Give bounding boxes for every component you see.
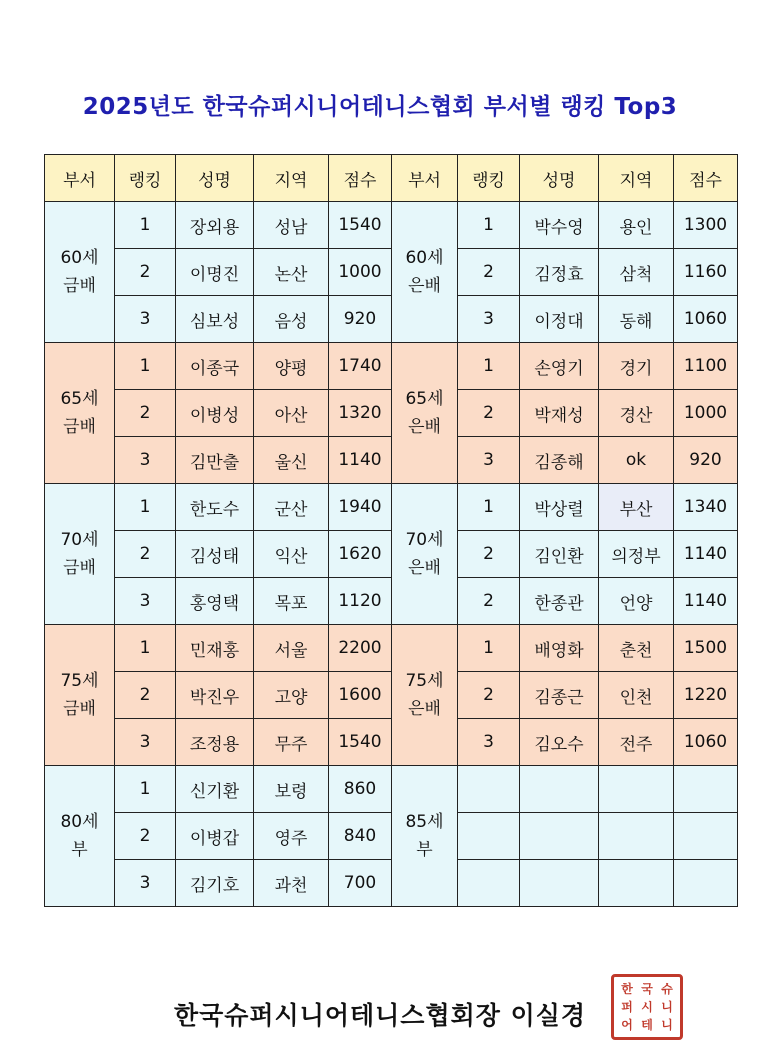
score-cell (674, 813, 738, 860)
score-cell: 1600 (329, 672, 392, 719)
rank-cell: 1 (115, 202, 176, 249)
score-cell (674, 766, 738, 813)
region-cell: 삼척 (599, 249, 674, 296)
rank-cell: 1 (458, 484, 520, 531)
region-cell: 동해 (599, 296, 674, 343)
division-label: 85세 (405, 812, 444, 832)
header-cell: 성명 (520, 155, 599, 202)
rank-cell: 3 (115, 860, 176, 907)
seal-char: 테 (641, 1018, 653, 1032)
score-cell: 1500 (674, 625, 738, 672)
region-cell: 군산 (254, 484, 329, 531)
rank-cell: 3 (115, 719, 176, 766)
header-cell: 점수 (674, 155, 738, 202)
name-cell: 이병갑 (176, 813, 254, 860)
rank-cell: 3 (458, 437, 520, 484)
rank-cell: 3 (458, 719, 520, 766)
region-cell (599, 766, 674, 813)
name-cell: 신기환 (176, 766, 254, 813)
rank-cell: 1 (115, 484, 176, 531)
score-cell: 1060 (674, 719, 738, 766)
score-cell: 840 (329, 813, 392, 860)
region-cell: 영주 (254, 813, 329, 860)
table-row (45, 249, 738, 296)
header-cell: 지역 (599, 155, 674, 202)
division-label: 은배 (408, 699, 441, 719)
header-cell: 성명 (176, 155, 254, 202)
rank-cell: 3 (115, 437, 176, 484)
header-cell: 부서 (392, 155, 458, 202)
table-row (45, 531, 738, 578)
region-cell: 아산 (254, 390, 329, 437)
division-label: 65세 (60, 389, 99, 409)
score-cell: 1220 (674, 672, 738, 719)
score-cell: 1620 (329, 531, 392, 578)
region-cell: 용인 (599, 202, 674, 249)
region-cell: 보령 (254, 766, 329, 813)
division-label: 금배 (63, 699, 96, 719)
rank-cell: 1 (115, 625, 176, 672)
name-cell: 배영화 (520, 625, 599, 672)
rank-cell: 1 (115, 343, 176, 390)
header-row (45, 155, 738, 202)
division-label: 80세 (60, 812, 99, 832)
table-row (45, 672, 738, 719)
score-cell: 1140 (674, 578, 738, 625)
name-cell: 박수영 (520, 202, 599, 249)
score-cell: 1540 (329, 202, 392, 249)
name-cell: 김성태 (176, 531, 254, 578)
header-cell: 점수 (329, 155, 392, 202)
score-cell: 1540 (329, 719, 392, 766)
name-cell: 김종근 (520, 672, 599, 719)
score-cell: 1000 (674, 390, 738, 437)
header-cell: 부서 (45, 155, 115, 202)
score-cell: 1060 (674, 296, 738, 343)
name-cell: 이정대 (520, 296, 599, 343)
region-cell: 전주 (599, 719, 674, 766)
name-cell: 박진우 (176, 672, 254, 719)
rank-cell: 3 (115, 296, 176, 343)
name-cell: 심보성 (176, 296, 254, 343)
table-row (45, 343, 738, 390)
page-title: 2025년도 한국슈퍼시니어테니스협회 부서별 랭킹 Top3 (82, 94, 678, 120)
score-cell: 920 (329, 296, 392, 343)
rank-cell: 2 (458, 249, 520, 296)
table-row (45, 860, 738, 907)
name-cell: 김인환 (520, 531, 599, 578)
region-cell: 의정부 (599, 531, 674, 578)
score-cell: 1320 (329, 390, 392, 437)
region-cell: ok (599, 437, 674, 484)
header-cell: 랭킹 (115, 155, 176, 202)
region-cell (599, 813, 674, 860)
seal-char: 시 (641, 1000, 653, 1014)
name-cell: 김오수 (520, 719, 599, 766)
division-label: 은배 (408, 417, 441, 437)
official-seal-stamp (611, 974, 683, 1040)
table-row (45, 296, 738, 343)
rank-cell (458, 813, 520, 860)
rank-cell: 1 (458, 343, 520, 390)
region-cell: 논산 (254, 249, 329, 296)
name-cell (520, 860, 599, 907)
score-cell: 1100 (674, 343, 738, 390)
table-row (45, 766, 738, 813)
division-label: 금배 (63, 417, 96, 437)
score-cell: 860 (329, 766, 392, 813)
region-cell: 성남 (254, 202, 329, 249)
name-cell: 손영기 (520, 343, 599, 390)
rank-cell: 2 (458, 531, 520, 578)
division-label: 70세 (60, 530, 99, 550)
table-row (45, 202, 738, 249)
name-cell: 홍영택 (176, 578, 254, 625)
division-label: 60세 (405, 248, 444, 268)
region-cell: 경기 (599, 343, 674, 390)
region-cell: 고양 (254, 672, 329, 719)
division-label: 65세 (405, 389, 444, 409)
table-row (45, 813, 738, 860)
division-label: 60세 (60, 248, 99, 268)
region-cell: 경산 (599, 390, 674, 437)
seal-char: 슈 (661, 982, 673, 996)
table-row (45, 437, 738, 484)
seal-char: 니 (661, 1000, 673, 1014)
region-cell: 춘천 (599, 625, 674, 672)
rank-cell: 2 (458, 578, 520, 625)
division-label: 75세 (405, 671, 444, 691)
name-cell: 김기호 (176, 860, 254, 907)
rank-cell: 2 (115, 672, 176, 719)
rank-cell: 2 (115, 390, 176, 437)
region-cell: 과천 (254, 860, 329, 907)
rank-cell (458, 860, 520, 907)
right-division-cell (392, 202, 458, 343)
rank-cell: 2 (115, 531, 176, 578)
score-cell: 2200 (329, 625, 392, 672)
seal-char: 니 (661, 1018, 673, 1032)
region-cell: 익산 (254, 531, 329, 578)
left-division-cell (45, 484, 115, 625)
rank-cell: 3 (458, 296, 520, 343)
seal-char: 국 (641, 982, 653, 996)
score-cell: 1340 (674, 484, 738, 531)
division-label: 75세 (60, 671, 99, 691)
score-cell: 1140 (674, 531, 738, 578)
table-row (45, 625, 738, 672)
header-cell: 랭킹 (458, 155, 520, 202)
region-cell (599, 860, 674, 907)
name-cell: 김정효 (520, 249, 599, 296)
division-label: 금배 (63, 276, 96, 296)
name-cell: 박재성 (520, 390, 599, 437)
left-division-cell (45, 625, 115, 766)
name-cell (520, 766, 599, 813)
score-cell: 920 (674, 437, 738, 484)
table-row (45, 484, 738, 531)
left-division-cell (45, 343, 115, 484)
name-cell: 한도수 (176, 484, 254, 531)
name-cell: 김만출 (176, 437, 254, 484)
right-division-cell (392, 484, 458, 625)
division-label: 부 (416, 840, 433, 860)
name-cell: 민재홍 (176, 625, 254, 672)
right-division-cell (392, 343, 458, 484)
name-cell: 이명진 (176, 249, 254, 296)
seal-char: 퍼 (621, 1000, 633, 1014)
score-cell (674, 860, 738, 907)
rank-cell: 3 (115, 578, 176, 625)
name-cell: 장외용 (176, 202, 254, 249)
region-cell: 음성 (254, 296, 329, 343)
score-cell: 700 (329, 860, 392, 907)
right-division-cell (392, 625, 458, 766)
score-cell: 1140 (329, 437, 392, 484)
rank-cell: 2 (458, 390, 520, 437)
table-row (45, 390, 738, 437)
name-cell (520, 813, 599, 860)
division-label: 금배 (63, 558, 96, 578)
left-division-cell (45, 202, 115, 343)
rank-cell: 1 (458, 202, 520, 249)
ranking-table (44, 154, 738, 907)
division-label: 은배 (408, 558, 441, 578)
region-cell: 울신 (254, 437, 329, 484)
division-label: 은배 (408, 276, 441, 296)
region-cell: 언양 (599, 578, 674, 625)
region-cell: 무주 (254, 719, 329, 766)
rank-cell: 2 (458, 672, 520, 719)
rank-cell: 1 (115, 766, 176, 813)
table-row (45, 578, 738, 625)
name-cell: 박상렬 (520, 484, 599, 531)
region-cell: 인천 (599, 672, 674, 719)
division-label: 부 (71, 840, 88, 860)
table-row (45, 719, 738, 766)
region-cell: 서울 (254, 625, 329, 672)
left-division-cell (45, 766, 115, 907)
score-cell: 1740 (329, 343, 392, 390)
ranking-table-body (45, 202, 738, 907)
score-cell: 1940 (329, 484, 392, 531)
region-cell: 목포 (254, 578, 329, 625)
seal-char: 어 (621, 1018, 633, 1032)
seal-char: 한 (621, 982, 633, 996)
rank-cell: 2 (115, 249, 176, 296)
right-division-cell (392, 766, 458, 907)
name-cell: 이종국 (176, 343, 254, 390)
name-cell: 이병성 (176, 390, 254, 437)
name-cell: 김종해 (520, 437, 599, 484)
rank-cell: 2 (115, 813, 176, 860)
region-cell: 양평 (254, 343, 329, 390)
division-label: 70세 (405, 530, 444, 550)
score-cell: 1120 (329, 578, 392, 625)
score-cell: 1300 (674, 202, 738, 249)
score-cell: 1160 (674, 249, 738, 296)
name-cell: 한종관 (520, 578, 599, 625)
header-cell: 지역 (254, 155, 329, 202)
signature-line: 한국슈퍼시니어테니스협회장 이실경 (173, 1001, 587, 1030)
rank-cell (458, 766, 520, 813)
score-cell: 1000 (329, 249, 392, 296)
rank-cell: 1 (458, 625, 520, 672)
region-cell: 부산 (599, 484, 674, 531)
name-cell: 조정용 (176, 719, 254, 766)
